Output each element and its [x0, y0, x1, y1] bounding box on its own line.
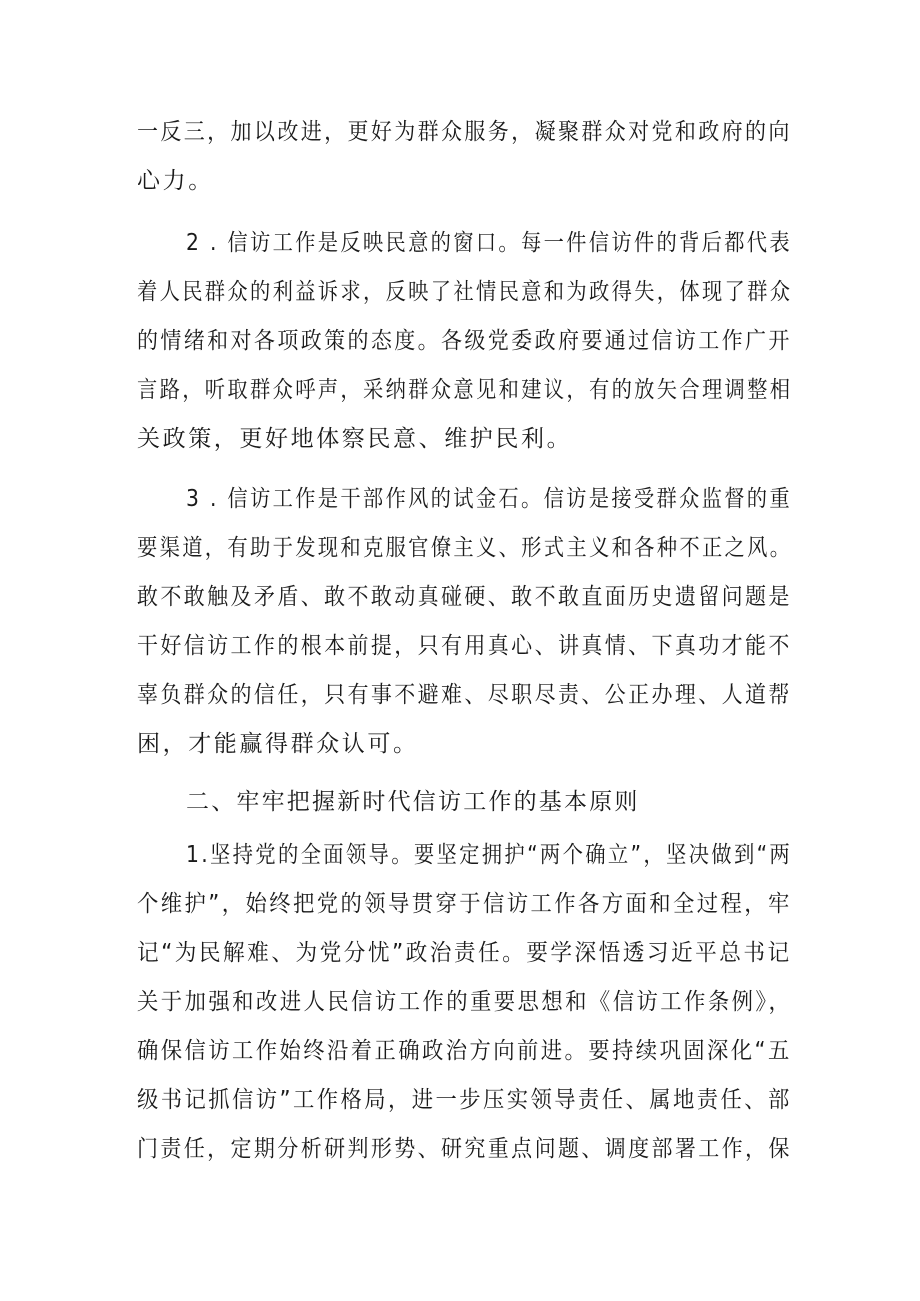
- text-line: 门责任，定期分析研判形势、研究重点问题、调度部署工作，保: [137, 1136, 792, 1162]
- text-line: 的情绪和对各项政策的态度。各级党委政府要通过信访工作广开: [137, 328, 792, 354]
- text-line: 关于加强和改进人民信访工作的重要思想和《信访工作条例》，: [137, 989, 793, 1015]
- text-line: 干好信访工作的根本前提，只有用真心、讲真情、下真功才能不: [137, 633, 792, 659]
- text-line: 言路，听取群众呼声，采纳群众意见和建议，有的放矢合理调整相: [137, 377, 793, 403]
- text-line: 个维护”，始终把党的领导贯穿于信访工作各方面和全过程，牢: [137, 891, 792, 917]
- text-line: 记“为民解难、为党分忧”政治责任。要学深悟透习近平总书记: [137, 940, 792, 966]
- section-heading: 二、牢牢把握新时代信访工作的基本原则: [186, 789, 640, 815]
- text-line: 关政策，更好地体察民意、维护民利。: [137, 426, 573, 452]
- paragraph-3-first-line: 3 . 信访工作是干部作风的试金石。信访是接受群众监督的重: [186, 486, 792, 512]
- paragraph-2-first-line: 2 . 信访工作是反映民意的窗口。每一件信访件的背后都代表: [186, 230, 792, 256]
- text-line: 要渠道，有助于发现和克服官僚主义、形式主义和各种不正之风。: [137, 535, 793, 561]
- text-line: 心力。: [137, 168, 214, 194]
- text-line: 级书记抓信访”工作格局，进一步压实领导责任、属地责任、部: [137, 1087, 792, 1113]
- text-line: 确保信访工作始终沿着正确政治方向前进。要持续巩固深化“五: [137, 1038, 792, 1064]
- text-line: 着人民群众的利益诉求，反映了社情民意和为政得失，体现了群众: [137, 279, 793, 305]
- text-line: 一反三，加以改进，更好为群众服务，凝聚群众对党和政府的向: [137, 119, 792, 145]
- text-line: 困，才能赢得群众认可。: [137, 731, 419, 757]
- principle-1-first-line: 1.坚持党的全面领导。要坚定拥护“两个确立”，坚决做到“两: [186, 842, 793, 868]
- text-line: 辜负群众的信任，只有事不避难、尽职尽责、公正办理、人道帮: [137, 682, 792, 708]
- text-line: 敢不敢触及矛盾、敢不敢动真碰硬、敢不敢直面历史遗留问题是: [137, 584, 792, 610]
